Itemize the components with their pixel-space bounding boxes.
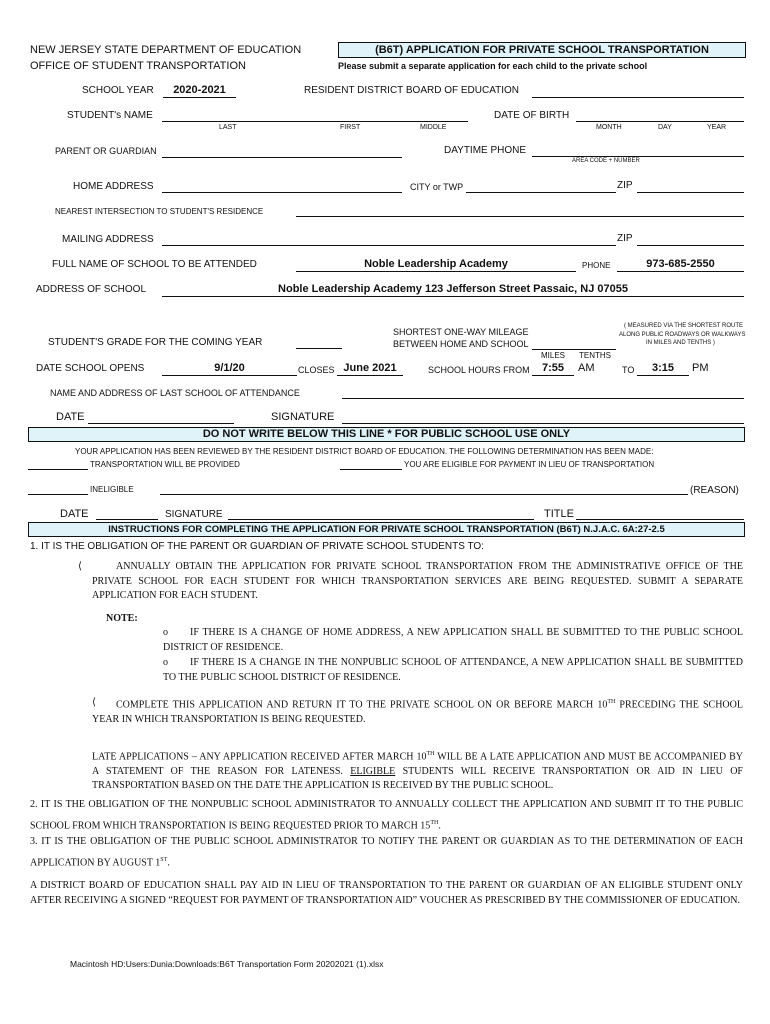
school-address-label: ADDRESS OF SCHOOL	[36, 284, 147, 295]
school-name-label: FULL NAME OF SCHOOL TO BE ATTENDED	[52, 259, 257, 270]
office-use-banner: DO NOT WRITE BELOW THIS LINE * FOR PUBLIC SCHOOL USE ONLY	[28, 427, 745, 442]
school-year-label: SCHOOL YEAR	[82, 85, 154, 96]
school-name-value[interactable]: Noble Leadership Academy	[364, 258, 508, 270]
hours-label: SCHOOL HOURS FROM	[428, 365, 530, 375]
determination-text: YOUR APPLICATION HAS BEEN REVIEWED BY THE RESIDENT DISTRICT BOARD OF EDUCATION. THE FOLLOWING DETERMINATION HAS BEEN MADE:	[75, 447, 654, 456]
student-name-label: STUDENT's NAME	[67, 110, 153, 121]
office-title-label: TITLE	[544, 508, 574, 520]
mileage-label-1: SHORTEST ONE-WAY MILEAGE	[393, 327, 529, 337]
am-label: AM	[578, 362, 595, 374]
reason-label: (REASON)	[690, 485, 739, 496]
home-address-label: HOME ADDRESS	[73, 181, 154, 192]
last-school-field[interactable]	[342, 398, 744, 399]
student-name-field[interactable]	[162, 121, 468, 122]
school-year-value[interactable]: 2020-2021	[173, 84, 226, 96]
mailing-address-field[interactable]	[162, 245, 616, 246]
eligible-payment-label: YOU ARE ELIGIBLE FOR PAYMENT IN LIEU OF TRANSPORTATION	[404, 460, 655, 469]
signature-field[interactable]	[342, 423, 744, 424]
parent-label: PARENT OR GUARDIAN	[55, 146, 157, 156]
hours-from-value[interactable]: 7:55	[541, 362, 565, 374]
first-caption: FIRST	[340, 124, 361, 131]
instruction-item-1: 1. IT IS THE OBLIGATION OF THE PARENT OR GUARDIAN OF PRIVATE SCHOOL STUDENTS TO:	[30, 541, 484, 552]
parent-field[interactable]	[162, 157, 402, 158]
daytime-phone-field[interactable]	[532, 156, 744, 157]
closes-value[interactable]: June 2021	[343, 362, 397, 374]
office-date-label: DATE	[60, 508, 89, 520]
measured-note-2: ALONG PUBLIC ROADWAYS OR WALKWAYS	[619, 332, 746, 338]
intersection-label: NEAREST INTERSECTION TO STUDENT'S RESIDENCE	[55, 207, 264, 216]
instruction-item-3: 3. IT IS THE OBLIGATION OF THE PUBLIC SCHOOL ADMINISTRATOR TO NOTIFY THE PARENT OR GUARDIAN AS TO THE DETERMINATION OF EACH APPLICATION BY AUGUST 1ST.	[30, 836, 743, 869]
pm-label: PM	[692, 362, 709, 374]
school-address-value[interactable]: Noble Leadership Academy 123 Jefferson Street Passaic, NJ 07055	[278, 283, 628, 295]
last-school-label: NAME AND ADDRESS OF LAST SCHOOL OF ATTENDANCE	[50, 388, 300, 398]
dob-field[interactable]	[576, 121, 744, 122]
bullet-a-text: ANNUALLY OBTAIN THE APPLICATION FOR PRIVATE SCHOOL TRANSPORTATION FROM THE ADMINISTRATIVE OFFICE OF THE PRIVATE SCHOOL FOR EACH STUDENT FOR WHICH TRANSPORTATION SERVICES ARE BEING REQUESTED. SUBMIT A SEPARATE APPLICATION FOR EACH STUDENT.	[92, 561, 743, 601]
note-label: NOTE:	[106, 613, 138, 624]
note-bullet-icon: o	[163, 627, 168, 638]
instruction-item-2: 2. IT IS THE OBLIGATION OF THE NONPUBLIC SCHOOL ADMINISTRATOR TO ANNUALLY COLLECT THE APPLICATION AND SUBMIT IT TO THE PUBLIC SCHOOL FROM WHICH TRANSPORTATION IS BEING REQUESTED PRIOR TO MARCH 15TH.	[30, 799, 743, 832]
mailing-zip-field[interactable]	[637, 245, 744, 246]
note-2-text: IF THERE IS A CHANGE IN THE NONPUBLIC SCHOOL OF ATTENDANCE, A NEW APPLICATION SHALL BE SUBMITTED TO THE PUBLIC SCHOOL DISTRICT OF RESIDENCE.	[163, 657, 743, 683]
opens-label: DATE SCHOOL OPENS	[36, 363, 145, 374]
measured-note-1: ( MEASURED VIA THE SHORTEST ROUTE	[624, 323, 744, 329]
middle-caption: MIDDLE	[420, 124, 447, 131]
resident-board-label: RESIDENT DISTRICT BOARD OF EDUCATION	[304, 85, 520, 96]
ineligible-label: INELIGIBLE	[90, 485, 134, 494]
mailing-address-label: MAILING ADDRESS	[62, 234, 154, 245]
note-bullet-icon: o	[163, 657, 168, 668]
form-title: (B6T) APPLICATION FOR PRIVATE SCHOOL TRANSPORTATION	[338, 42, 746, 58]
bullet-icon: ⟨	[78, 561, 82, 572]
instructions-banner: INSTRUCTIONS FOR COMPLETING THE APPLICATION FOR PRIVATE SCHOOL TRANSPORTATION (B6T) N.J.A.C. 6A:27-2.5	[28, 522, 745, 537]
closes-label: CLOSES	[298, 365, 335, 375]
mileage-field[interactable]	[532, 349, 616, 350]
form-subtitle: Please submit a separate application for each child to the private school	[338, 61, 648, 71]
office-date-field[interactable]	[96, 519, 158, 520]
school-phone-label: PHONE	[582, 261, 611, 270]
note-1-text: IF THERE IS A CHANGE OF HOME ADDRESS, A NEW APPLICATION SHALL BE SUBMITTED TO THE PUBLIC SCHOOL DISTRICT OF RESIDENCE.	[163, 627, 743, 653]
dob-label: DATE OF BIRTH	[494, 110, 570, 121]
year-caption: YEAR	[707, 124, 727, 131]
measured-note-3: IN MILES AND TENTHS )	[646, 340, 715, 346]
miles-caption: MILES	[541, 351, 566, 360]
department-name: NEW JERSEY STATE DEPARTMENT OF EDUCATION	[30, 44, 302, 56]
late-applications-text: LATE APPLICATIONS – ANY APPLICATION RECEIVED AFTER MARCH 10TH WILL BE A LATE APPLICATION AND MUST BE ACCOMPANIED BY A STATEMENT OF THE REASON FOR LATENESS. ELIGIBLE STUDENTS WILL RECEIVE TRANSPORTATION OR AID IN LIEU OF TRANSPORTATION BASED ON THE DATE THE APPLICATION IS RECEIVED BY THE PUBLIC SCHOOL.	[92, 751, 743, 792]
reason-field[interactable]	[160, 494, 688, 495]
resident-board-field[interactable]	[532, 97, 744, 98]
hours-to-value[interactable]: 3:15	[651, 362, 675, 374]
tenths-caption: TENTHS	[579, 351, 611, 360]
zip-field[interactable]	[637, 192, 744, 193]
zip-label: ZIP	[617, 180, 633, 191]
office-signature-label: SIGNATURE	[165, 509, 223, 520]
office-signature-field[interactable]	[228, 519, 534, 520]
footer-file-path: Macintosh HD:Users:Dunia:Downloads:B6T Transportation Form 20202021 (1).xlsx	[70, 959, 384, 969]
mailing-zip-label: ZIP	[617, 233, 633, 244]
office-title-field[interactable]	[576, 519, 744, 520]
phone-label: DAYTIME PHONE	[444, 145, 527, 156]
office-name: OFFICE OF STUDENT TRANSPORTATION	[30, 60, 246, 72]
eligible-payment-checkline[interactable]	[340, 469, 402, 470]
signature-label: SIGNATURE	[271, 411, 335, 423]
date-field[interactable]	[88, 423, 234, 424]
home-address-field[interactable]	[162, 192, 402, 193]
city-field[interactable]	[466, 192, 616, 193]
to-label: TO	[622, 365, 635, 375]
aid-paragraph: A DISTRICT BOARD OF EDUCATION SHALL PAY AID IN LIEU OF TRANSPORTATION TO THE PARENT OR GUARDIAN OF AN ELIGIBLE STUDENT ONLY AFTER RECEIVING A SIGNED “REQUEST FOR PAYMENT OF TRANSPORTATION AID” VOUCHER AS PRESCRIBED BY THE COMMISSIONER OF EDUCATION.	[30, 880, 743, 906]
grade-field[interactable]	[296, 348, 342, 349]
city-label: CITY or TWP	[410, 182, 464, 192]
ineligible-checkline[interactable]	[28, 494, 88, 495]
day-caption: DAY	[658, 124, 672, 131]
mileage-label-2: BETWEEN HOME AND SCHOOL	[393, 339, 529, 349]
bullet-b-text: COMPLETE THIS APPLICATION AND RETURN IT TO THE PRIVATE SCHOOL ON OR BEFORE MARCH 10TH PRECEDING THE SCHOOL YEAR IN WHICH TRANSPORTATION IS BEING REQUESTED.	[92, 699, 743, 725]
intersection-field[interactable]	[296, 216, 744, 217]
area-code-caption: AREA CODE + NUMBER	[572, 158, 640, 164]
grade-label: STUDENT'S GRADE FOR THE COMING YEAR	[48, 337, 263, 348]
date-label: DATE	[56, 411, 85, 423]
bullet-icon: ⟨	[92, 697, 96, 708]
month-caption: MONTH	[596, 124, 622, 131]
school-phone-value[interactable]: 973-685-2550	[646, 258, 715, 270]
provided-checkline[interactable]	[28, 469, 88, 470]
last-caption: LAST	[219, 124, 237, 131]
provided-label: TRANSPORTATION WILL BE PROVIDED	[90, 460, 240, 469]
opens-value[interactable]: 9/1/20	[214, 362, 245, 374]
